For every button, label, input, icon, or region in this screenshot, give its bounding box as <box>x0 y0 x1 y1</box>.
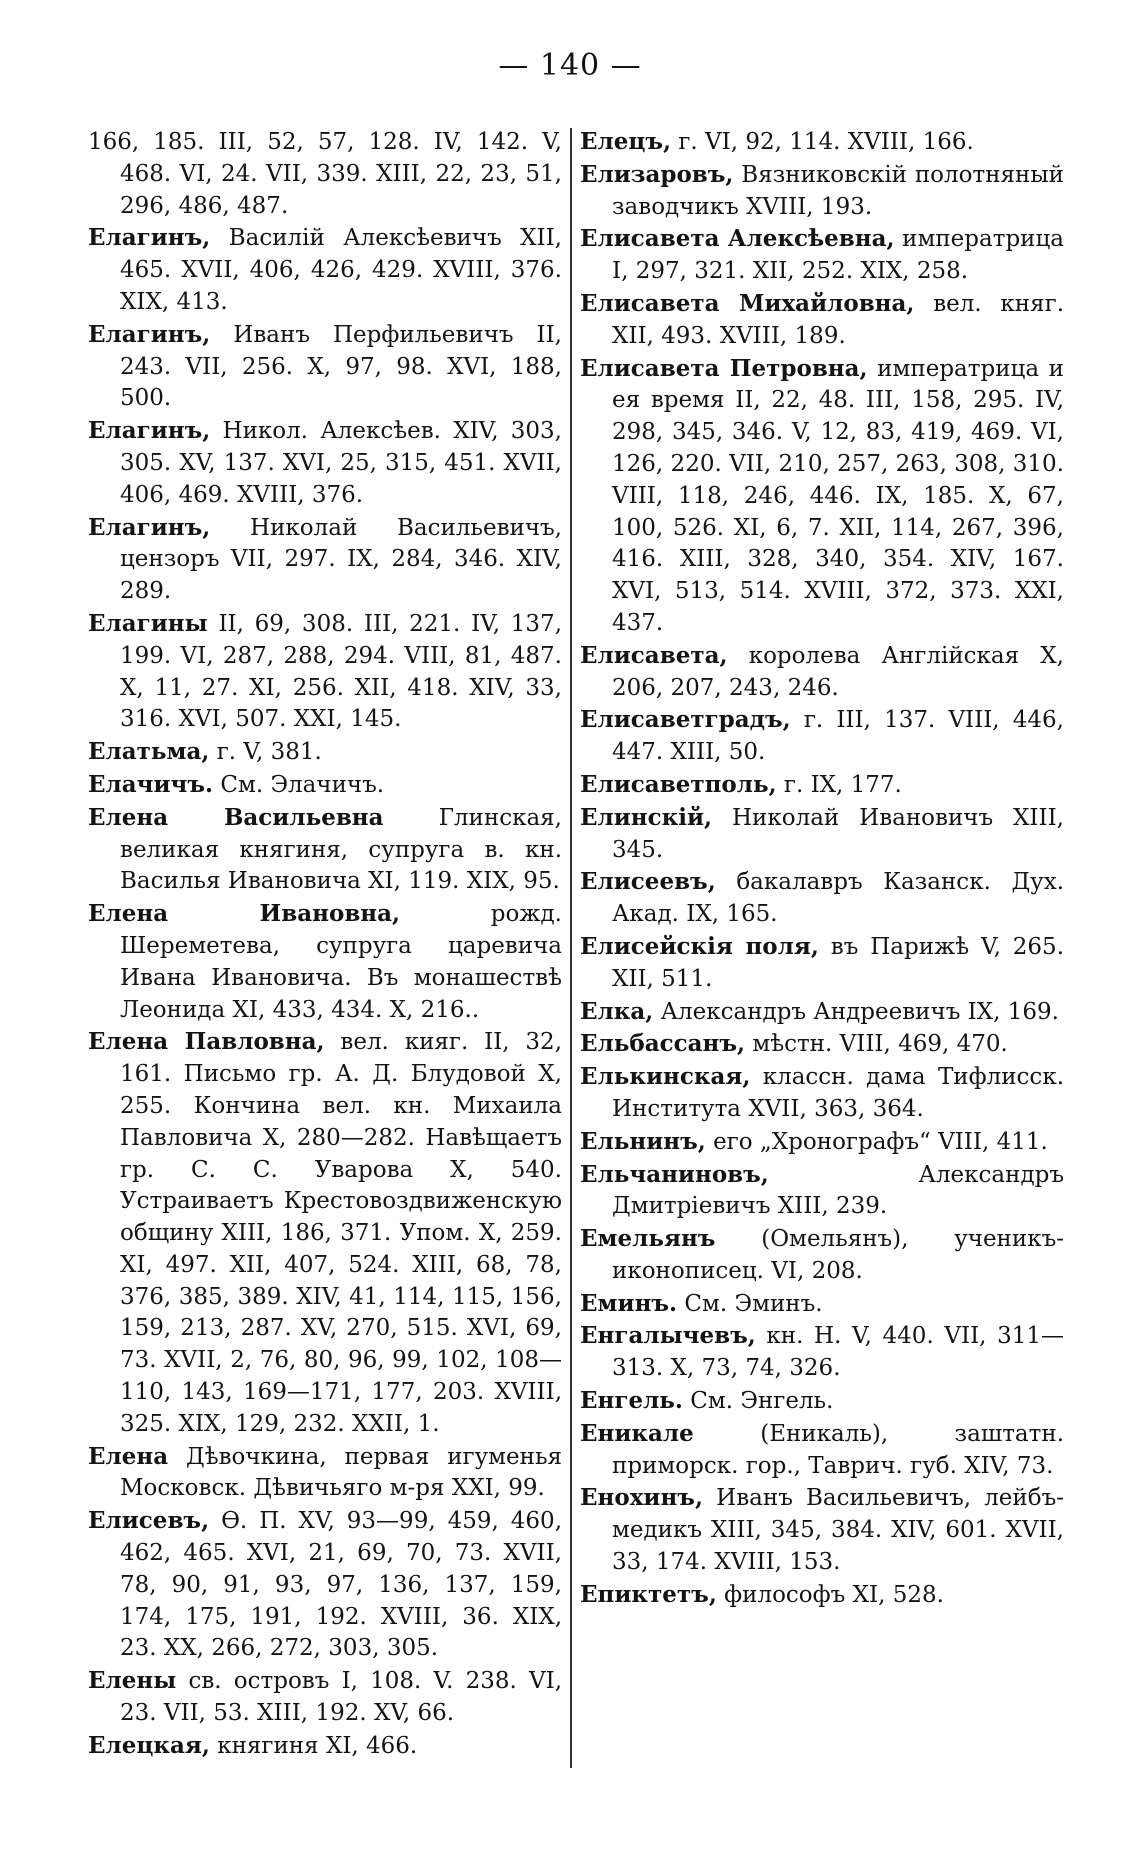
index-entry: 166, 185. III, 52, 57, 128. IV, 142. V, 468. VI, 24. VII, 339. XIII, 22, 23, 51, 296, 486, 487. <box>88 129 562 219</box>
index-entry: Ельнинъ, его „Хронографъ“ VIII, 411. <box>580 1127 1048 1155</box>
index-entry: Елагинъ, Николай Васильевичъ, цензоръ VII, 297. IX, 284, 346. XIV, 289. <box>88 513 562 605</box>
index-entry: Елена Павловна, вел. кияг. II, 32, 161. Письмо гр. А. Д. Блудовой X, 255. Кончина вел. кн. Михаила Павловича X, 280—282. Навѣщаетъ гр. С. С. Уварова X, 540. Устраиваетъ Крестовоздвиженскую общину XIII, 186, 371. Упом. X, 259. XI, 497. XII, 407, 524. XIII, 68, 78, 376, 385, 389. XIV, 41, 114, 115, 156, 159, 213, 287. XV, 270, 515. XVI, 69, 73. XVII, 2, 76, 80, 96, 99, 102, 108—110, 143, 169—171, 177, 203. XVIII, 325. XIX, 129, 232. XXII, 1. <box>88 1028 563 1437</box>
index-entry: Елагинъ, Никол. Алексѣев. XIV, 303, 305. XV, 137. XVI, 25, 315, 451. XVII, 406, 469. XVIII, 376. <box>88 417 562 508</box>
index-entry: Ельчаниновъ, Александръ Дмитріевичъ XIII, 239. <box>580 1160 1064 1220</box>
index-entry: Елатьма, г. V, 381. <box>88 738 322 766</box>
index-entry: Ельбассанъ, мѣстн. VIII, 469, 470. <box>580 1030 1008 1058</box>
index-entry: Елена Дѣвочкина, первая игуменья Московск. Дѣвичьяго м-ря XXI, 99. <box>88 1442 562 1502</box>
column-divider <box>570 128 572 1768</box>
index-entry: Елинскій, Николай Ивановичъ XIII, 345. <box>580 803 1064 863</box>
index-entry: Еминъ. См. Эминъ. <box>580 1289 823 1317</box>
index-entry: Енгель. См. Энгель. <box>580 1387 834 1415</box>
index-entry: Елка, Александръ Андреевичъ IX, 169. <box>580 997 1059 1025</box>
index-entry: Елисевъ, Ѳ. П. XV, 93—99, 459, 460, 462, 465. XVI, 21, 69, 70, 73. XVII, 78, 90, 91, 93, 97, 136, 137, 159, 174, 175, 191, 192. XVIII, 36. XIX, 23. XX, 266, 272, 303, 305. <box>88 1507 563 1662</box>
index-entry: Елизаровъ, Вязниковскій полотняный заводчикъ XVIII, 193. <box>580 160 1064 220</box>
index-entry: Емельянъ (Омельянъ), ученикъ-иконописец. VI, 208. <box>580 1225 1064 1284</box>
index-entry: Елагины II, 69, 308. III, 221. IV, 137, 199. VI, 287, 288, 294. VIII, 81, 487. X, 11, 27. XI, 256. XII, 418. XIV, 33, 316. XVI, 507. XXI, 145. <box>88 609 563 733</box>
index-entry: Елисейскія поля, въ Парижѣ V, 265. XII, 511. <box>580 932 1064 992</box>
index-entry: Еникале (Еникаль), заштатн. приморск. гор., Таврич. губ. XIV, 73. <box>580 1419 1064 1479</box>
index-entry: Елена Ивановна, рожд. Шереметева, супруга царевича Ивана Ивановича. Въ монашествѣ Леонида XI, 433, 434. X, 216.. <box>88 900 562 1023</box>
index-entry: Енгалычевъ, кн. Н. V, 440. VII, 311—313. X, 73, 74, 326. <box>580 1322 1065 1382</box>
index-entry: Елагинъ, Иванъ Перфильевичъ II, 243. VII, 256. X, 97, 98. XVI, 188, 500. <box>88 320 562 412</box>
index-entry: Елисавета, королева Англійская X, 206, 207, 243, 246. <box>580 641 1064 701</box>
index-entry: Епиктетъ, философъ XI, 528. <box>580 1580 944 1608</box>
index-entry: Елисаветградъ, г. III, 137. VIII, 446, 447. XIII, 50. <box>580 706 1064 766</box>
index-entry: Елисавета Петровна, императрица и ея время II, 22, 48. III, 158, 295. IV, 298, 345, 346. V, 12, 83, 419, 469. VI, 126, 220. VII, 210, 257, 263, 308, 310. VIII, 118, 246, 446. IX, 185. X, 67, 100, 526. XI, 6, 7. XII, 114, 267, 396, 416. XIII, 328, 340, 354. XIV, 167. XVI, 513, 514. XVIII, 372, 373. XXI, 437. <box>580 354 1064 636</box>
index-entry: Елисавета Алексѣевна, императрица I, 297, 321. XII, 252. XIX, 258. <box>580 225 1065 285</box>
index-entry: Елачичъ. См. Элачичъ. <box>88 770 385 798</box>
index-entry: Енохинъ, Иванъ Васильевичъ, лейбъ-медикъ XIII, 345, 384. XIV, 601. XVII, 33, 174. XVIII, 153. <box>580 1484 1065 1576</box>
left-column <box>88 126 562 1763</box>
index-entry: Елисавета Михайловна, вел. княг. XII, 493. XVIII, 189. <box>580 289 1065 349</box>
index-entry: Елены св. островъ I, 108. V. 238. VI, 23. VII, 53. XIII, 192. XV, 66. <box>88 1667 563 1727</box>
page-number: — 140 — <box>498 48 642 83</box>
index-entry: Елькинская, классн. дама Тифлисск. Института XVII, 363, 364. <box>580 1063 1065 1122</box>
index-entry: Елецъ, г. VI, 92, 114. XVIII, 166. <box>580 128 974 155</box>
index-entry: Елена Васильевна Глинская, великая княгиня, супруга в. кн. Василья Ивановича XI, 119. XIX, 95. <box>88 803 562 895</box>
index-entry: Елагинъ, Василій Алексѣевичъ XII, 465. XVII, 406, 426, 429. XVIII, 376. XIX, 413. <box>88 224 562 315</box>
right-column <box>580 126 1064 1612</box>
index-entry: Елисаветполь, г. IX, 177. <box>580 770 902 798</box>
index-entry: Елисеевъ, бакалавръ Казанск. Дух. Акад. IX, 165. <box>580 868 1064 928</box>
index-entry: Елецкая, княгиня XI, 466. <box>88 1731 418 1759</box>
